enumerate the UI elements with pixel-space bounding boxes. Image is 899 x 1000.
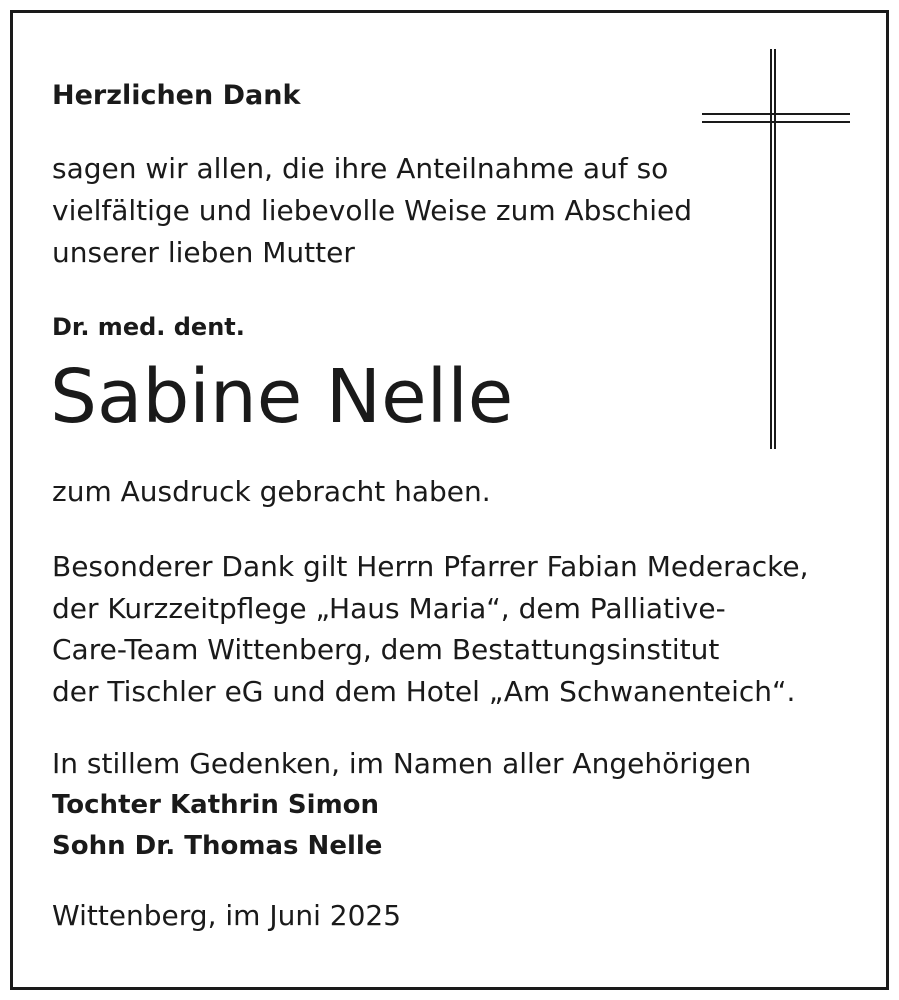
expression-line: zum Ausdruck gebracht haben. bbox=[52, 475, 491, 508]
remembrance-line: In stillem Gedenken, im Namen aller Angehörigen bbox=[52, 747, 752, 780]
thanks-line-3: Care-Team Wittenberg, dem Bestattungsinstitut bbox=[52, 633, 720, 666]
deceased-name: Sabine Nelle bbox=[50, 354, 514, 440]
thanks-line-2: der Kurzzeitpflege „Haus Maria“, dem Palliative- bbox=[52, 592, 726, 625]
notice-heading: Herzlichen Dank bbox=[52, 80, 301, 111]
place-date: Wittenberg, im Juni 2025 bbox=[52, 899, 402, 932]
signatory-son: Sohn Dr. Thomas Nelle bbox=[52, 831, 383, 861]
deceased-title: Dr. med. dent. bbox=[52, 313, 245, 341]
cross-vertical-beam bbox=[770, 49, 776, 449]
thanks-line-1: Besonderer Dank gilt Herrn Pfarrer Fabian Mederacke, bbox=[52, 550, 809, 583]
intro-line-3: unserer lieben Mutter bbox=[52, 236, 355, 269]
intro-line-1: sagen wir allen, die ihre Anteilnahme auf so bbox=[52, 152, 669, 185]
thanks-line-4: der Tischler eG und dem Hotel „Am Schwanenteich“. bbox=[52, 675, 796, 708]
cross-horizontal-beam bbox=[702, 113, 850, 123]
intro-line-2: vielfältige und liebevolle Weise zum Abschied bbox=[52, 194, 692, 227]
signatory-daughter: Tochter Kathrin Simon bbox=[52, 790, 380, 820]
